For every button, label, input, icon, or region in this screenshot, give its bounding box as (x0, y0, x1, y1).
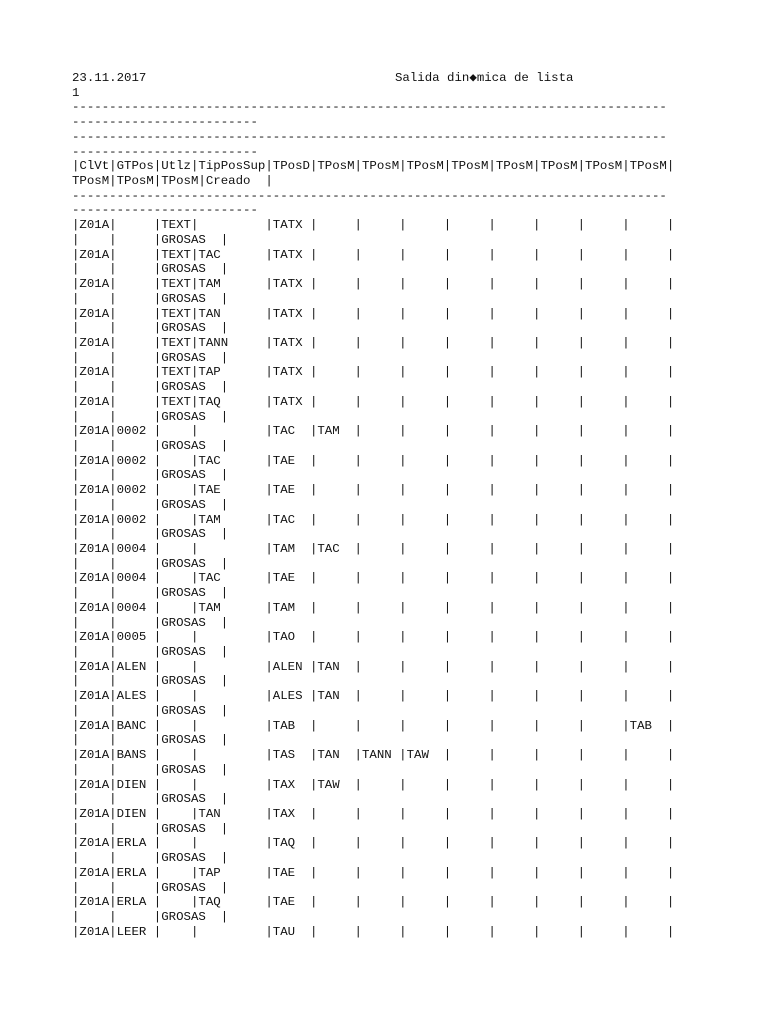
table-row: |Z01A|DIEN | |TAN |TAX | | | | | | | | | (72, 806, 675, 821)
table-row-cont: | | |GROSAS | (72, 703, 229, 718)
table-row-cont: | | |GROSAS | (72, 438, 229, 453)
table-row-cont: | | |GROSAS | (72, 556, 229, 571)
table-row-cont: | | |GROSAS | (72, 232, 229, 247)
table-row-cont: | | |GROSAS | (72, 468, 229, 483)
table-row-cont: | | |GROSAS | (72, 321, 229, 336)
table-row-cont: | | |GROSAS | (72, 674, 229, 689)
separator: ------------------------- (72, 115, 258, 130)
table-body (72, 218, 722, 939)
table-row-cont: | | |GROSAS | (72, 380, 229, 395)
table-row: |Z01A| |TEXT|TAQ |TATX | | | | | | | | | (72, 394, 675, 409)
table-row: |Z01A| |TEXT|TAM |TATX | | | | | | | | | (72, 277, 675, 292)
table-row: |Z01A|ALES | | |ALES |TAN | | | | | | | | (72, 689, 675, 704)
table-row: |Z01A|0005 | | |TAO | | | | | | | | | (72, 630, 675, 645)
table-row-cont: | | |GROSAS | (72, 262, 229, 277)
report-title: Salida din◆mica de lista (395, 71, 574, 85)
table-row-cont: | | |GROSAS | (72, 350, 229, 365)
table-row-cont: | | |GROSAS | (72, 527, 229, 542)
table-row: |Z01A| |TEXT|TANN |TATX | | | | | | | | | (72, 335, 675, 350)
table-row: |Z01A|0002 | | |TAC |TAM | | | | | | | | (72, 424, 675, 439)
table-row: |Z01A| |TEXT| |TATX | | | | | | | | | (72, 218, 675, 233)
table-row: |Z01A| |TEXT|TAC |TATX | | | | | | | | | (72, 247, 675, 262)
separator: -------------------------------------------------------------------------------- (72, 129, 667, 144)
table-row: |Z01A| |TEXT|TAN |TATX | | | | | | | | | (72, 306, 675, 321)
table-row-cont: | | |GROSAS | (72, 851, 229, 866)
table-row: |Z01A|ERLA | | |TAQ | | | | | | | | | (72, 836, 675, 851)
separator: ------------------------- (72, 144, 258, 159)
table-row-cont: | | |GROSAS | (72, 291, 229, 306)
table-row-cont: | | |GROSAS | (72, 880, 229, 895)
table-row: |Z01A|LEER | | |TAU | | | | | | | | | (72, 924, 675, 939)
column-header: TPosM|TPosM|TPosM|Creado | (72, 174, 273, 189)
table-row-cont: | | |GROSAS | (72, 645, 229, 660)
report-header (72, 71, 722, 86)
report-page (72, 71, 722, 939)
table-row: |Z01A|0002 | |TAE |TAE | | | | | | | | | (72, 483, 675, 498)
table-row: |Z01A|ERLA | |TAP |TAE | | | | | | | | | (72, 865, 675, 880)
separator: ------------------------- (72, 203, 258, 218)
table-row: |Z01A|ALEN | | |ALEN |TAN | | | | | | | | (72, 659, 675, 674)
table-row-cont: | | |GROSAS | (72, 821, 229, 836)
column-header: |ClVt|GTPos|Utlz|TipPosSup|TPosD|TPosM|TPosM|TPosM|TPosM|TPosM|TPosM|TPosM|TPosM| (72, 159, 675, 174)
table-row: |Z01A| |TEXT|TAP |TATX | | | | | | | | | (72, 365, 675, 380)
table-row-cont: | | |GROSAS | (72, 586, 229, 601)
separator: -------------------------------------------------------------------------------- (72, 100, 667, 115)
table-row-cont: | | |GROSAS | (72, 909, 229, 924)
table-row: |Z01A|BANS | | |TAS |TAN |TANN |TAW | | | | | | (72, 748, 675, 763)
page-number: 1 (72, 85, 80, 100)
report-date: 23.11.2017 (72, 71, 147, 85)
table-row: |Z01A|ERLA | |TAQ |TAE | | | | | | | | | (72, 895, 675, 910)
table-row-cont: | | |GROSAS | (72, 615, 229, 630)
table-row: |Z01A|DIEN | | |TAX |TAW | | | | | | | | (72, 777, 675, 792)
table-row: |Z01A|0002 | |TAC |TAE | | | | | | | | | (72, 453, 675, 468)
table-row: |Z01A|0002 | |TAM |TAC | | | | | | | | | (72, 512, 675, 527)
table-row: |Z01A|0004 | |TAM |TAM | | | | | | | | | (72, 600, 675, 615)
table-row-cont: | | |GROSAS | (72, 497, 229, 512)
table-row: |Z01A|0004 | |TAC |TAE | | | | | | | | | (72, 571, 675, 586)
table-row: |Z01A|0004 | | |TAM |TAC | | | | | | | | (72, 542, 675, 556)
separator: -------------------------------------------------------------------------------- (72, 188, 667, 203)
table-row-cont: | | |GROSAS | (72, 792, 229, 807)
table-row-cont: | | |GROSAS | (72, 762, 229, 777)
table-row: |Z01A|BANC | | |TAB | | | | | | | |TAB | (72, 718, 675, 733)
table-row-cont: | | |GROSAS | (72, 409, 229, 424)
table-row-cont: | | |GROSAS | (72, 733, 229, 748)
